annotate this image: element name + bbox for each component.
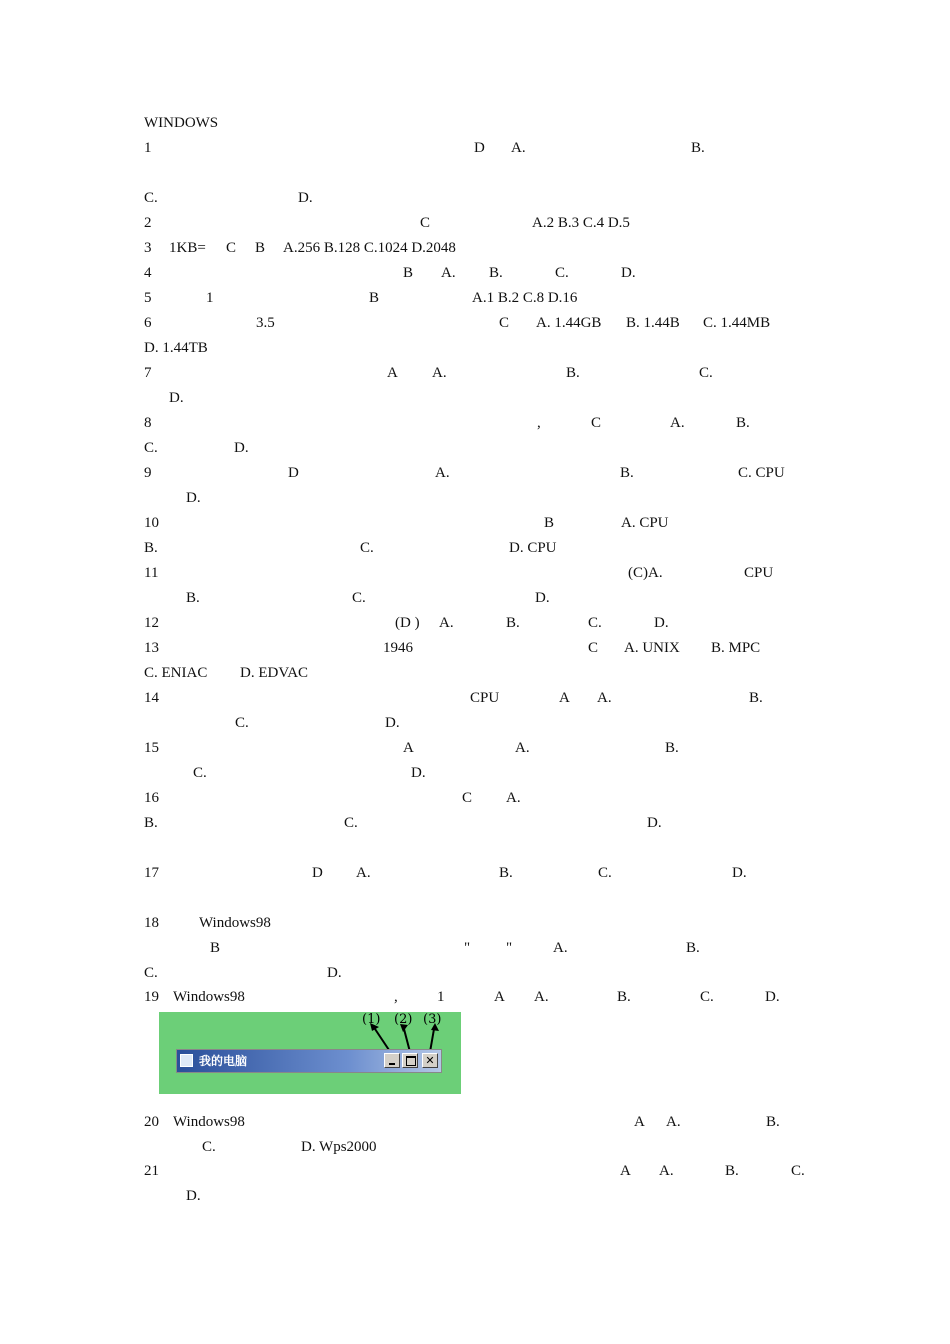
line-24-token-3: A.	[515, 740, 530, 756]
line-31-token-1: C.	[144, 965, 158, 981]
line-9-token-4: B.	[566, 365, 580, 381]
line-20-token-5: B. MPC	[711, 640, 761, 656]
line-33-token-5: B.	[766, 1114, 780, 1130]
line-12-token-2: D.	[234, 440, 249, 456]
line-15-token-3: A. CPU	[621, 515, 669, 531]
computer-icon	[180, 1054, 193, 1067]
line-22-token-5: B.	[749, 690, 763, 706]
line-7-token-1: 6	[144, 315, 152, 331]
line-32-token-2: Windows98	[173, 989, 245, 1005]
line-32-token-7: B.	[617, 989, 631, 1005]
callout-3: (3)	[423, 1012, 442, 1027]
line-11-token-2: ,	[537, 415, 541, 431]
line-35-token-4: B.	[725, 1163, 739, 1179]
line-13-token-1: 9	[144, 465, 152, 481]
line-3-token-3: A.2 B.3 C.4 D.5	[532, 215, 630, 231]
line-25-token-1: C.	[193, 765, 207, 781]
line-35-token-3: A.	[659, 1163, 674, 1179]
line-2-token-2: D.	[298, 190, 313, 206]
line-22-token-3: A	[559, 690, 570, 706]
line-32-token-3: ,	[394, 989, 398, 1005]
line-10-token-1: D.	[169, 390, 184, 406]
line-7-token-4: A. 1.44GB	[536, 315, 602, 331]
line-19-token-2: (D )	[395, 615, 420, 631]
line-24-token-1: 15	[144, 740, 159, 756]
line-19-token-3: A.	[439, 615, 454, 631]
line-19-token-5: C.	[588, 615, 602, 631]
line-6-token-2: 1	[206, 290, 214, 306]
line-22-token-2: CPU	[470, 690, 500, 706]
line-19-token-1: 12	[144, 615, 159, 631]
line-5-token-2: B	[403, 265, 414, 281]
line-7-token-2: 3.5	[256, 315, 275, 331]
line-19-token-6: D.	[654, 615, 669, 631]
window-titlebar-figure	[159, 1012, 461, 1094]
line-7-token-3: C	[499, 315, 510, 331]
line-30-token-1: B	[210, 940, 221, 956]
line-1-token-3: A.	[511, 140, 526, 156]
line-21-token-1: C. ENIAC	[144, 665, 208, 681]
line-30-token-2: "	[464, 940, 471, 956]
minimize-icon	[389, 1063, 395, 1065]
line-7-token-6: C. 1.44MB	[703, 315, 771, 331]
line-4-token-5: A.256 B.128 C.1024 D.2048	[283, 240, 456, 256]
line-20-token-2: 1946	[383, 640, 413, 656]
line-20-token-1: 13	[144, 640, 159, 656]
line-33-token-4: A.	[666, 1114, 681, 1130]
close-button[interactable]: ✕	[422, 1053, 438, 1068]
line-30-token-5: B.	[686, 940, 700, 956]
line-17-token-2: (C)A.	[628, 565, 663, 581]
line-35-token-5: C.	[791, 1163, 805, 1179]
line-12-token-1: C.	[144, 440, 158, 456]
line-32-token-9: D.	[765, 989, 780, 1005]
line-34-token-1: C.	[202, 1139, 216, 1155]
line-28-token-1: 17	[144, 865, 159, 881]
line-30-token-4: A.	[553, 940, 568, 956]
line-9-token-5: C.	[699, 365, 713, 381]
callout-1: (1)	[362, 1012, 381, 1027]
line-26-token-3: A.	[506, 790, 521, 806]
line-23-token-1: C.	[235, 715, 249, 731]
maximize-icon	[406, 1056, 416, 1066]
line-22-token-1: 14	[144, 690, 159, 706]
line-6-token-3: B	[369, 290, 380, 306]
line-5-token-4: B.	[489, 265, 503, 281]
line-11-token-4: A.	[670, 415, 685, 431]
line-28-token-2: D	[312, 865, 323, 881]
line-17-token-3: CPU	[744, 565, 774, 581]
line-20-token-4: A. UNIX	[624, 640, 680, 656]
line-9-token-2: A	[387, 365, 398, 381]
line-14-token-1: D.	[186, 490, 201, 506]
line-30-token-3: "	[506, 940, 513, 956]
line-24-token-2: A	[403, 740, 414, 756]
line-24-token-4: B.	[665, 740, 679, 756]
line-27-token-2: C.	[344, 815, 358, 831]
line-34-token-2: D. Wps2000	[301, 1139, 377, 1155]
line-16-token-1: B.	[144, 540, 158, 556]
line-33-token-3: A	[634, 1114, 645, 1130]
line-3-token-2: C	[420, 215, 431, 231]
line-18-token-2: C.	[352, 590, 366, 606]
line-19-token-4: B.	[506, 615, 520, 631]
line-33-token-2: Windows98	[173, 1114, 245, 1130]
line-4-token-1: 3	[144, 240, 152, 256]
heading: WINDOWS	[144, 115, 219, 131]
line-26-token-2: C	[462, 790, 473, 806]
line-27-token-1: B.	[144, 815, 158, 831]
line-11-token-1: 8	[144, 415, 152, 431]
line-32-token-8: C.	[700, 989, 714, 1005]
line-28-token-4: B.	[499, 865, 513, 881]
line-15-token-1: 10	[144, 515, 159, 531]
line-8-token-1: D. 1.44TB	[144, 340, 208, 356]
line-5-token-3: A.	[441, 265, 456, 281]
line-6-token-4: A.1 B.2 C.8 D.16	[472, 290, 578, 306]
line-16-token-2: C.	[360, 540, 374, 556]
line-5-token-1: 4	[144, 265, 152, 281]
line-9-token-3: A.	[432, 365, 447, 381]
line-28-token-6: D.	[732, 865, 747, 881]
line-5-token-5: C.	[555, 265, 569, 281]
line-21-token-2: D. EDVAC	[240, 665, 309, 681]
line-32-token-1: 19	[144, 989, 159, 1005]
line-7-token-5: B. 1.44B	[626, 315, 680, 331]
titlebar	[176, 1049, 442, 1073]
line-26-token-1: 16	[144, 790, 159, 806]
line-20-token-3: C	[588, 640, 599, 656]
line-35-token-1: 21	[144, 1163, 159, 1179]
line-25-token-2: D.	[411, 765, 426, 781]
line-9-token-1: 7	[144, 365, 152, 381]
line-29-token-2: Windows98	[199, 915, 271, 931]
line-33-token-1: 20	[144, 1114, 159, 1130]
line-2-token-1: C.	[144, 190, 158, 206]
line-18-token-1: B.	[186, 590, 200, 606]
line-11-token-5: B.	[736, 415, 750, 431]
line-13-token-5: C. CPU	[738, 465, 785, 481]
line-5-token-6: D.	[621, 265, 636, 281]
line-35-token-2: A	[620, 1163, 631, 1179]
line-1-token-1: 1	[144, 140, 152, 156]
line-11-token-3: C	[591, 415, 602, 431]
line-22-token-4: A.	[597, 690, 612, 706]
line-28-token-3: A.	[356, 865, 371, 881]
line-16-token-3: D. CPU	[509, 540, 557, 556]
line-13-token-3: A.	[435, 465, 450, 481]
line-28-token-5: C.	[598, 865, 612, 881]
line-32-token-5: A	[494, 989, 505, 1005]
line-4-token-4: B	[255, 240, 266, 256]
line-17-token-1: 11	[144, 565, 159, 581]
line-13-token-2: D	[288, 465, 299, 481]
line-13-token-4: B.	[620, 465, 634, 481]
line-3-token-1: 2	[144, 215, 152, 231]
line-15-token-2: B	[544, 515, 555, 531]
minimize-button[interactable]	[384, 1053, 400, 1068]
window-title: 我的电脑	[199, 1054, 248, 1068]
line-6-token-1: 5	[144, 290, 152, 306]
line-23-token-2: D.	[385, 715, 400, 731]
line-31-token-2: D.	[327, 965, 342, 981]
callout-2: (2)	[394, 1012, 413, 1027]
line-36-token-1: D.	[186, 1188, 201, 1204]
maximize-button[interactable]	[402, 1053, 418, 1068]
line-4-token-2: 1KB=	[169, 240, 206, 256]
line-1-token-2: D	[474, 140, 485, 156]
line-4-token-3: C	[226, 240, 237, 256]
line-29-token-1: 18	[144, 915, 159, 931]
line-1-token-4: B.	[691, 140, 705, 156]
line-18-token-3: D.	[535, 590, 550, 606]
line-27-token-3: D.	[647, 815, 662, 831]
line-32-token-6: A.	[534, 989, 549, 1005]
line-32-token-4: 1	[437, 989, 445, 1005]
